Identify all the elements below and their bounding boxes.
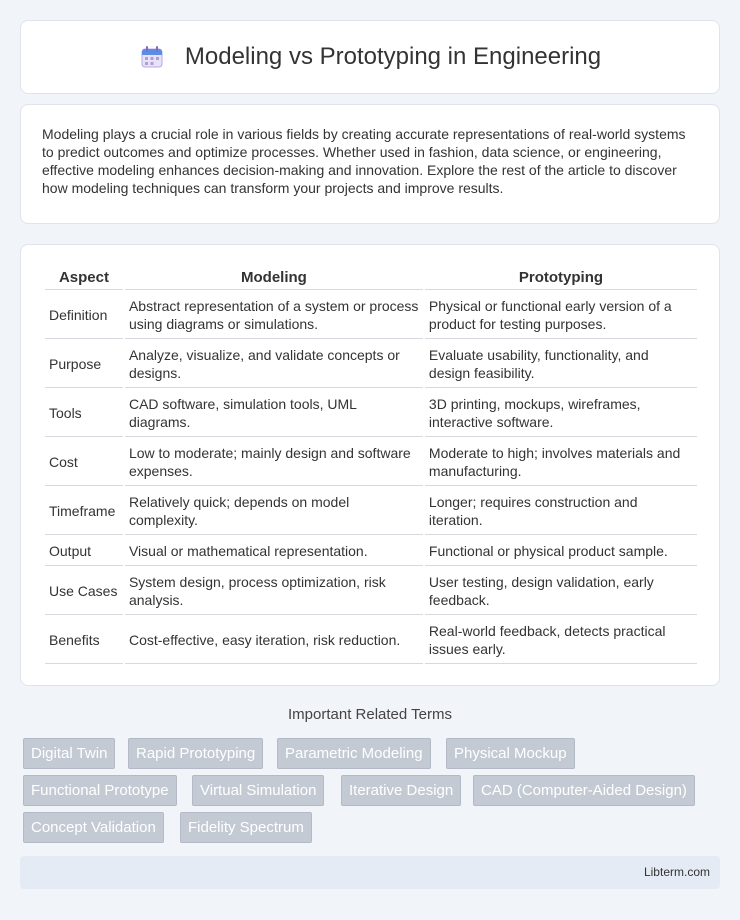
- comparison-card: [20, 244, 720, 686]
- row-prototyping: Longer; requires construction and iteration.: [425, 488, 697, 535]
- row-aspect: Output: [45, 537, 123, 566]
- intro-paragraph: Modeling plays a crucial role in various fields by creating accurate representations of real-world systems to predict outcomes and optimize processes. Whether used in fashion, data science, or engineering, effective modeling enhances decision-making and innovation. Explore the rest of the article to discover how modeling techniques can transform your projects and improve results.: [42, 126, 686, 196]
- row-modeling: Abstract representation of a system or process using diagrams or simulations.: [125, 292, 423, 339]
- table-row: [45, 488, 697, 535]
- row-aspect: Purpose: [45, 341, 123, 388]
- related-terms-heading: Important Related Terms: [288, 706, 452, 723]
- table-row: [45, 292, 697, 339]
- table-row: [45, 617, 697, 664]
- tag-concept-validation[interactable]: Concept Validation: [23, 812, 164, 843]
- header-aspect: Aspect: [45, 265, 123, 290]
- row-modeling: Low to moderate; mainly design and software expenses.: [125, 439, 423, 486]
- row-prototyping: Moderate to high; involves materials and manufacturing.: [425, 439, 697, 486]
- tag-cad[interactable]: CAD (Computer-Aided Design): [473, 775, 695, 806]
- row-prototyping: Physical or functional early version of a product for testing purposes.: [425, 292, 697, 339]
- intro-card: [20, 104, 720, 224]
- calendar-icon: [139, 44, 165, 70]
- tag-digital-twin[interactable]: Digital Twin: [23, 738, 115, 769]
- row-modeling: System design, process optimization, risk analysis.: [125, 568, 423, 615]
- table-header-row: [45, 265, 697, 290]
- table-row: [45, 568, 697, 615]
- tag-rapid-prototyping[interactable]: Rapid Prototyping: [128, 738, 263, 769]
- table-row: [45, 390, 697, 437]
- header-modeling: Modeling: [125, 265, 423, 290]
- row-modeling: Analyze, visualize, and validate concepts or designs.: [125, 341, 423, 388]
- row-prototyping: User testing, design validation, early feedback.: [425, 568, 697, 615]
- tag-iterative-design[interactable]: Iterative Design: [341, 775, 461, 806]
- row-aspect: Use Cases: [45, 568, 123, 615]
- row-aspect: Timeframe: [45, 488, 123, 535]
- row-modeling: Visual or mathematical representation.: [125, 537, 423, 566]
- tag-physical-mockup[interactable]: Physical Mockup: [446, 738, 575, 769]
- page-title: Modeling vs Prototyping in Engineering: [184, 43, 602, 70]
- table-row: [45, 341, 697, 388]
- row-aspect: Tools: [45, 390, 123, 437]
- header-prototyping: Prototyping: [425, 265, 697, 290]
- row-aspect: Definition: [45, 292, 123, 339]
- table-row: [45, 537, 697, 566]
- row-aspect: Cost: [45, 439, 123, 486]
- tag-functional-prototype[interactable]: Functional Prototype: [23, 775, 177, 806]
- row-prototyping: 3D printing, mockups, wireframes, interactive software.: [425, 390, 697, 437]
- row-prototyping: Functional or physical product sample.: [425, 537, 697, 566]
- row-prototyping: Real-world feedback, detects practical issues early.: [425, 617, 697, 664]
- row-modeling: Cost-effective, easy iteration, risk reduction.: [125, 617, 423, 664]
- row-modeling: CAD software, simulation tools, UML diagrams.: [125, 390, 423, 437]
- comparison-table: [43, 263, 699, 666]
- row-prototyping: Evaluate usability, functionality, and design feasibility.: [425, 341, 697, 388]
- table-row: [45, 439, 697, 486]
- tag-parametric-modeling[interactable]: Parametric Modeling: [277, 738, 431, 769]
- title-card: [20, 20, 720, 94]
- footer: [20, 856, 720, 889]
- footer-site-link[interactable]: Libterm.com: [643, 865, 710, 879]
- tag-fidelity-spectrum[interactable]: Fidelity Spectrum: [180, 812, 312, 843]
- row-aspect: Benefits: [45, 617, 123, 664]
- tag-virtual-simulation[interactable]: Virtual Simulation: [192, 775, 324, 806]
- row-modeling: Relatively quick; depends on model complexity.: [125, 488, 423, 535]
